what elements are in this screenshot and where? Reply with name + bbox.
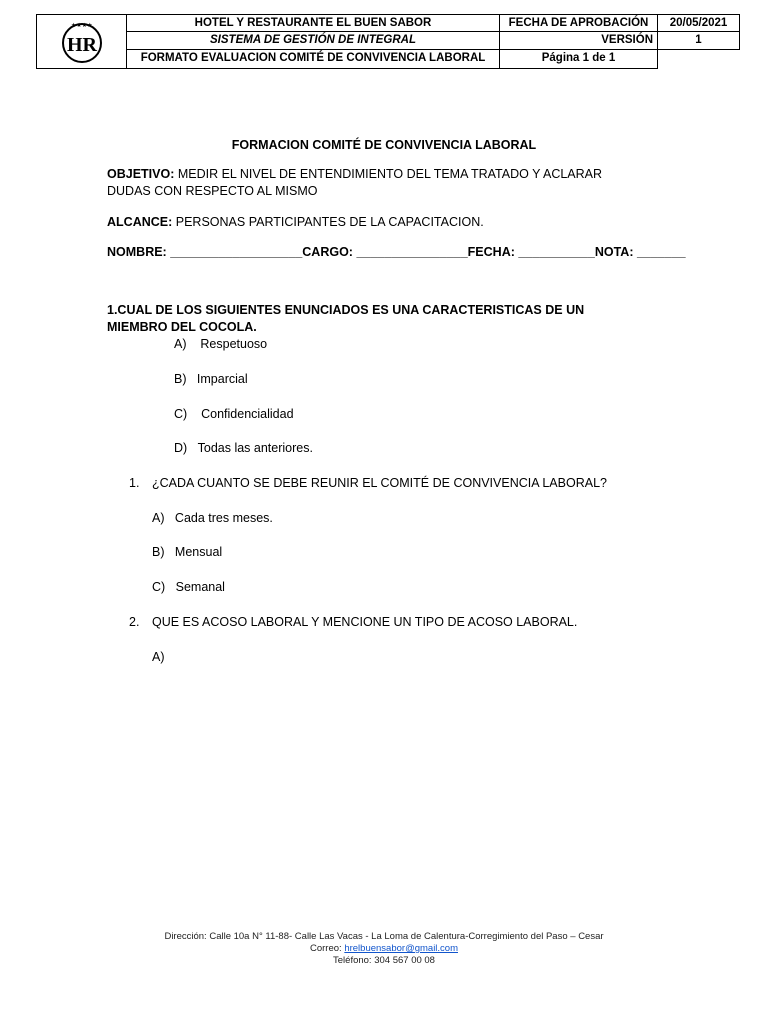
format-name: FORMATO EVALUACION COMITÉ DE CONVIVENCIA LABORAL <box>127 49 500 68</box>
version-label: VERSIÓN <box>500 32 658 49</box>
scope-text: PERSONAS PARTICIPANTES DE LA CAPACITACION. <box>172 215 484 229</box>
document-header-table <box>36 14 740 69</box>
footer-address: Dirección: Calle 10a N° 11-88- Calle Las Vacas - La Loma de Calentura-Corregimiento del Paso – Cesar <box>164 931 604 942</box>
q1-option-d: D) Todas las anteriores. <box>174 441 313 455</box>
objective-label: OBJETIVO: <box>107 167 175 181</box>
question-2-number: 1. <box>129 476 140 490</box>
empty-cell <box>658 49 740 68</box>
document-title: FORMACION COMITÉ DE CONVIVENCIA LABORAL <box>231 138 537 152</box>
approval-label: FECHA DE APROBACIÓN <box>500 15 658 32</box>
company-logo <box>56 20 108 64</box>
q2-option-a: A) Cada tres meses. <box>152 511 273 525</box>
question-3: QUE ES ACOSO LABORAL Y MENCIONE UN TIPO DE ACOSO LABORAL. <box>152 615 578 629</box>
logo-cell <box>37 15 127 69</box>
system-name: SISTEMA DE GESTIÓN DE INTEGRAL <box>127 32 500 49</box>
page-footer <box>0 931 768 967</box>
footer-email-line <box>0 943 768 955</box>
q2-option-b: B) Mensual <box>152 545 223 559</box>
question-2: ¿CADA CUANTO SE DEBE REUNIR EL COMITÉ DE CONVIVENCIA LABORAL? <box>152 476 607 490</box>
footer-email-link[interactable]: hrelbuensabor@gmail.com <box>344 943 458 954</box>
objective-text: MEDIR EL NIVEL DE ENTENDIMIENTO DEL TEMA TRATADO Y ACLARAR DUDAS CON RESPECTO AL MISMO <box>107 167 603 198</box>
q1-option-b: B) Imparcial <box>174 372 248 386</box>
footer-email-label: Correo: <box>310 943 345 954</box>
footer-phone: Teléfono: 304 567 00 08 <box>333 955 435 966</box>
q1-option-a: A) Respetuoso <box>174 337 268 351</box>
svg-text:HR: HR <box>66 33 97 56</box>
participant-fields-line: NOMBRE: ___________________CARGO: ________________FECHA: ___________NOTA: _______ <box>107 245 686 259</box>
question-3-number: 2. <box>129 615 140 629</box>
q2-option-c: C) Semanal <box>152 580 225 594</box>
q3-option-a: A) <box>152 650 165 664</box>
version-value: 1 <box>658 32 740 49</box>
scope-paragraph <box>107 214 647 231</box>
question-1: 1.CUAL DE LOS SIGUIENTES ENUNCIADOS ES UNA CARACTERISTICAS DE UN MIEMBRO DEL COCOLA. <box>107 303 585 334</box>
svg-text:★★★★: ★★★★ <box>70 22 93 29</box>
objective-paragraph <box>107 166 647 200</box>
approval-date: 20/05/2021 <box>658 15 740 32</box>
company-name: HOTEL Y RESTAURANTE EL BUEN SABOR <box>127 15 500 32</box>
page-indicator: Página 1 de 1 <box>500 49 658 68</box>
scope-label: ALCANCE: <box>107 215 173 229</box>
q1-option-c: C) Confidencialidad <box>174 407 294 421</box>
